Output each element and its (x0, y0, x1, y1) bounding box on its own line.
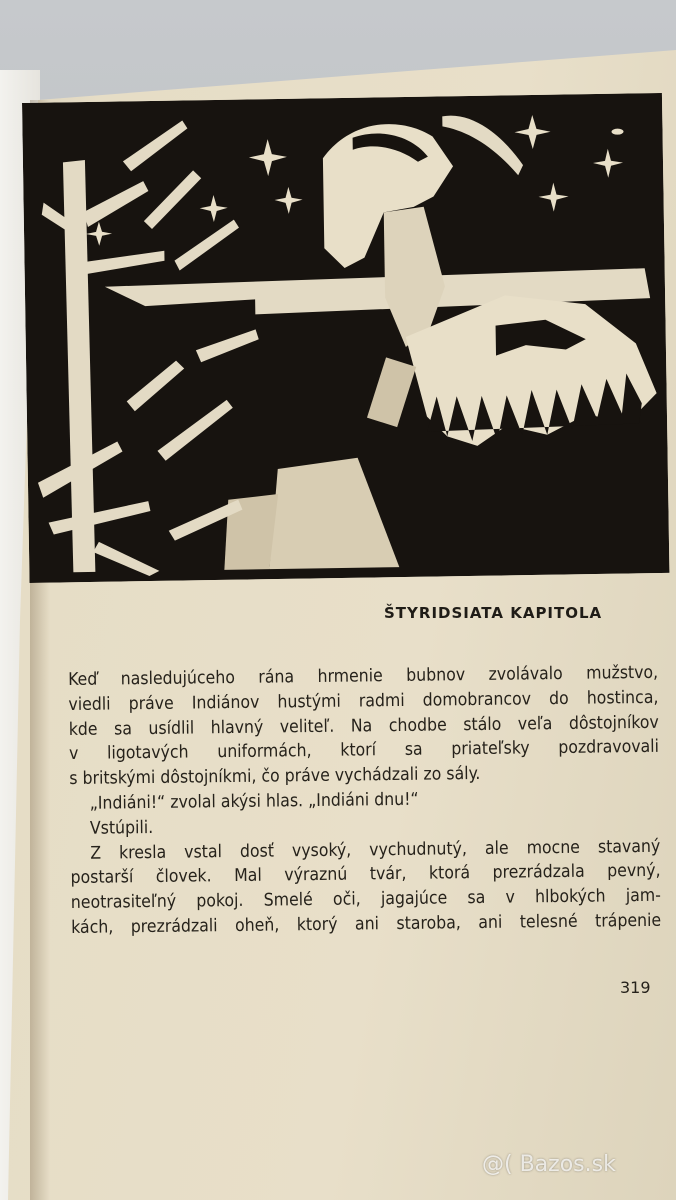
text-line: Keď nasledujúceho rána hrmenie bubnov zvolávalo mužstvo, (68, 662, 659, 690)
body-text (68, 661, 661, 941)
chapter-heading: ŠTYRIDSIATA KAPITOLA (384, 604, 603, 622)
text-line: kde sa usídlil hlavný veliteľ. Na chodbe stálo veľa dôstojníkov (68, 712, 659, 740)
text-line: viedli práve Indiánov hustými radmi domobrancov do hostinca, (68, 687, 659, 715)
text-line: kách, prezrádzali oheň, ktorý ani staroba, ani telesné trápenie (71, 910, 662, 938)
text-line: postarší človek. Mal výraznú tvár, ktorá prezrádzala pevný, (70, 861, 661, 889)
text-line: s britskými dôstojníkmi, čo práve vychádzali zo sály. (69, 764, 481, 790)
text-line: v ligotavých uniformách, ktorí sa priateľsky pozdravovali (68, 737, 660, 765)
text-line: Vstúpili. (89, 817, 154, 839)
text-line: Z kresla vstal dosť vysoký, vychudnutý, ale mocne stavaný (90, 836, 661, 864)
woodcut-illustration (22, 93, 669, 583)
page-number: 319 (620, 978, 651, 997)
text-line: „Indiáni!“ zvolal akýsi hlas. „Indiáni dnu!“ (89, 789, 419, 814)
watermark: @( Bazos.sk (482, 1152, 616, 1177)
text-line: neotrasiteľný pokoj. Smelé oči, jagajúce sa v hlbokých jam- (70, 885, 661, 914)
